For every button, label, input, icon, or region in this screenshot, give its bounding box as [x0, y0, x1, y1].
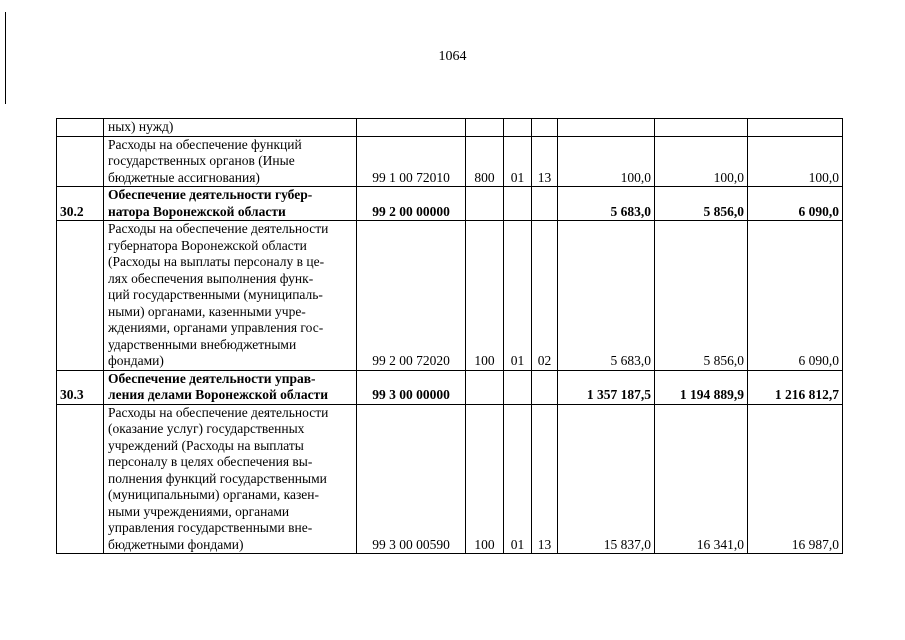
description-line: ждениями, органами управления гос-: [108, 320, 324, 335]
amount-year-1: 15 837,0: [558, 404, 655, 554]
description-line: ления делами Воронежской области: [108, 387, 329, 402]
row-description: [104, 221, 357, 371]
description-line: Расходы на обеспечение деятельности: [108, 404, 329, 420]
row-number: [57, 119, 104, 137]
section-code: 01: [504, 221, 532, 371]
description-line: губернатора Воронежской области: [108, 237, 307, 253]
amount-year-2: 5 856,0: [655, 221, 748, 371]
amount-year-2: 5 856,0: [655, 187, 748, 221]
description-line: ций государственными (муниципаль-: [108, 287, 323, 302]
amount-year-2: [655, 119, 748, 137]
amount-year-3: 6 090,0: [748, 221, 843, 371]
description-line: натора Воронежской области: [108, 203, 286, 219]
page-number: 1064: [438, 49, 467, 64]
section-code: 01: [504, 404, 532, 554]
description-line: государственных органов (Иные: [108, 153, 295, 168]
amount-year-1: 100,0: [558, 136, 655, 187]
row-number: [57, 221, 104, 371]
table-row: [57, 370, 843, 404]
amount-year-1: 1 357 187,5: [558, 370, 655, 404]
description-line: Расходы на обеспечение функций: [108, 136, 302, 152]
amount-year-3: 1 216 812,7: [748, 370, 843, 404]
section-code: [504, 187, 532, 221]
amount-year-3: [748, 119, 843, 137]
subsection-code: 13: [532, 136, 558, 187]
amount-year-3: 100,0: [748, 136, 843, 187]
subsection-code: [532, 119, 558, 137]
row-number: 30.2: [57, 187, 104, 221]
description-line: ными учреждениями, органами: [108, 503, 290, 519]
amount-year-2: 16 341,0: [655, 404, 748, 554]
description-line: персоналу в целях обеспечения вы-: [108, 454, 313, 469]
amount-year-1: [558, 119, 655, 137]
row-number: [57, 404, 104, 554]
expense-type-code: [466, 187, 504, 221]
expense-type-code: [466, 370, 504, 404]
description-line: (Расходы на выплаты персоналу в це-: [108, 254, 325, 269]
description-line: бюджетные ассигнования): [108, 169, 260, 185]
description-line: Расходы на обеспечение деятельности: [108, 221, 329, 236]
target-article-code: [357, 119, 466, 137]
description-line: ных) нужд): [108, 119, 174, 134]
table-row: [57, 119, 843, 137]
budget-table: [56, 118, 843, 554]
description-line: бюджетными фондами): [108, 536, 244, 552]
target-article-code: 99 2 00 00000: [357, 187, 466, 221]
amount-year-2: 100,0: [655, 136, 748, 187]
section-code: [504, 119, 532, 137]
description-line: Обеспечение деятельности губер-: [108, 187, 313, 202]
amount-year-1: 5 683,0: [558, 221, 655, 371]
subsection-code: 02: [532, 221, 558, 371]
amount-year-1: 5 683,0: [558, 187, 655, 221]
subsection-code: [532, 187, 558, 221]
table-body: [57, 119, 843, 554]
description-line: ными) органами, казенными учре-: [108, 303, 306, 319]
expense-type-code: 100: [466, 404, 504, 554]
target-article-code: 99 3 00 00000: [357, 370, 466, 404]
amount-year-3: 6 090,0: [748, 187, 843, 221]
description-line: (оказание услуг) государственных: [108, 421, 305, 436]
table-row: [57, 221, 843, 371]
target-article-code: 99 2 00 72020: [357, 221, 466, 371]
section-code: [504, 370, 532, 404]
description-line: (муниципальными) органами, казен-: [108, 487, 320, 502]
expense-type-code: 100: [466, 221, 504, 371]
description-line: управления государственными вне-: [108, 520, 313, 535]
amount-year-2: 1 194 889,9: [655, 370, 748, 404]
subsection-code: 13: [532, 404, 558, 554]
row-description: [104, 136, 357, 187]
expense-type-code: 800: [466, 136, 504, 187]
target-article-code: 99 1 00 72010: [357, 136, 466, 187]
section-code: 01: [504, 136, 532, 187]
target-article-code: 99 3 00 00590: [357, 404, 466, 554]
row-description: [104, 404, 357, 554]
description-line: Обеспечение деятельности управ-: [108, 370, 316, 386]
row-number: 30.3: [57, 370, 104, 404]
description-line: лях обеспечения выполнения функ-: [108, 270, 314, 286]
expense-type-code: [466, 119, 504, 137]
description-line: полнения функций государственными: [108, 470, 327, 486]
row-description: [104, 187, 357, 221]
row-number: [57, 136, 104, 187]
amount-year-3: 16 987,0: [748, 404, 843, 554]
description-line: учреждений (Расходы на выплаты: [108, 437, 304, 453]
table-row: [57, 136, 843, 187]
row-description: [104, 370, 357, 404]
table-row: [57, 187, 843, 221]
description-line: ударственными внебюджетными: [108, 336, 297, 352]
row-description: [104, 119, 357, 137]
subsection-code: [532, 370, 558, 404]
table-row: [57, 404, 843, 554]
description-line: фондами): [108, 353, 164, 368]
